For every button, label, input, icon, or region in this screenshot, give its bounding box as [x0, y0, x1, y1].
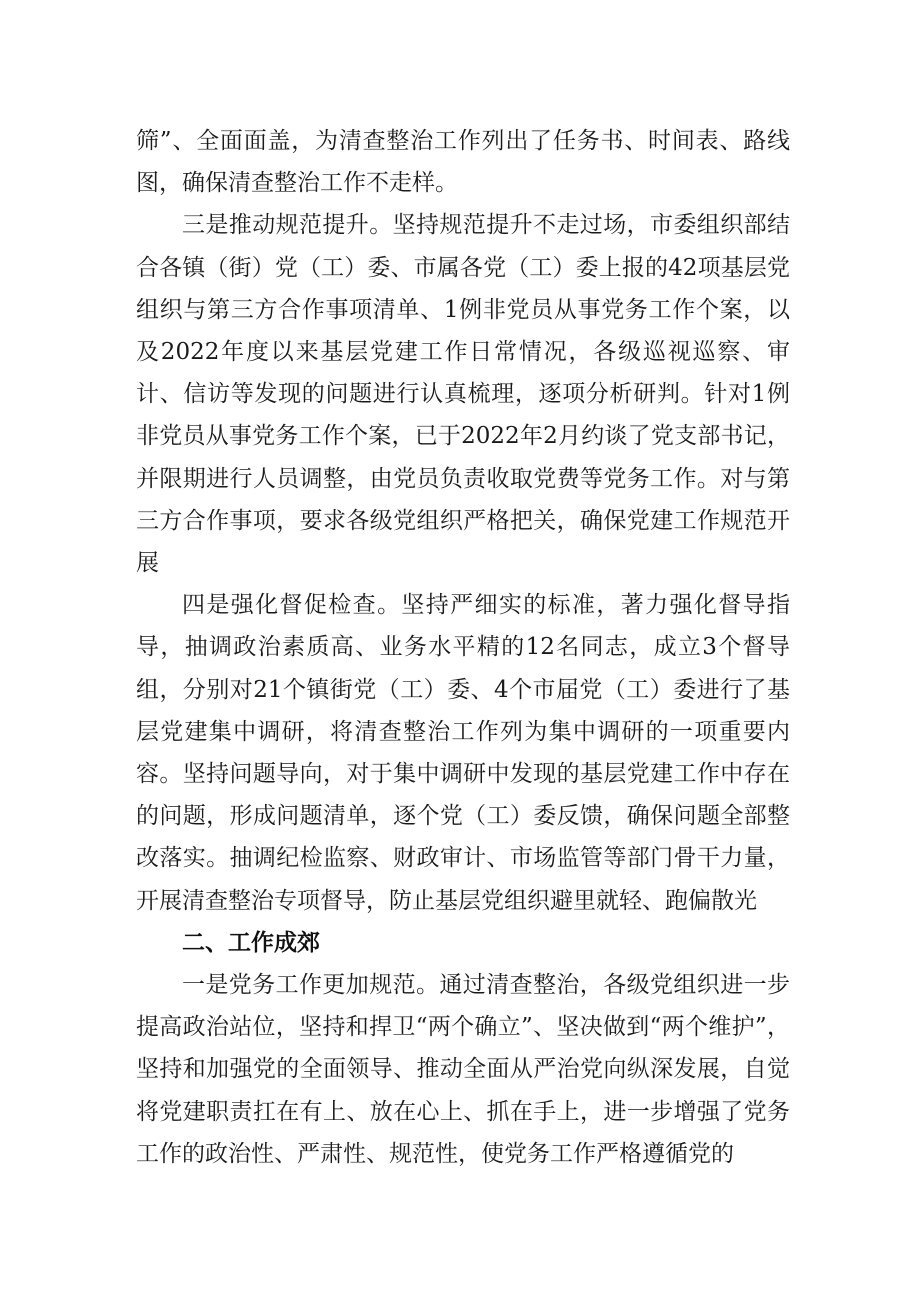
paragraph-standardization: 三是推动规范提升。坚持规范提升不走过场，市委组织部结合各镇（街）党（工）委、市属各党（工）委上报的42项基层党组织与第三方合作事项清单、1例非党员从事党务工作个案，以及2022年度以来基层党建工作日常情况，各级巡视巡察、审计、信访等发现的问题进行认真梳理，逐项分析研判。针对1例非党员从事党务工作个案，已于2022年2月约谈了党支部书记，并限期进行人员调整，由党员负责收取党费等党务工作。对与第三方合作事项，要求各级党组织严格把关，确保党建工作规范开展	[136, 212, 790, 577]
paragraph-continuation: 筛”、全面面盖，为清查整治工作列出了任务书、时间表、路线图，确保清查整治工作不走样。	[136, 128, 790, 197]
document-body	[136, 120, 790, 1175]
paragraph-party-affairs: 一是党务工作更加规范。通过清查整治，各级党组织进一步提高政治站位，坚持和捍卫“两个确立”、坚决做到“两个维护”，坚持和加强党的全面领导、推动全面从严治党向纵深发展，自觉将党建职责扛在有上、放在心上、抓在手上，进一步增强了党务工作的政治性、严肃性、规范性，使党务工作严格遵循党的	[136, 972, 790, 1167]
section-heading-results: 二、工作成郊	[182, 929, 320, 956]
paragraph-supervision: 四是强化督促检查。坚持严细实的标准，著力强化督导指导，抽调政治素质高、业务水平精的12名同志，成立3个督导组，分别对21个镇街党（工）委、4个市届党（工）委进行了基层党建集中调研，将清查整治工作列为集中调研的一项重要内容。坚持问题导向，对于集中调研中发现的基层党建工作中存在的问题，形成问题清单，逐个党（工）委反馈，确保问题全部整改落实。抽调纪检监察、财政审计、市场监管等部门骨干力量，开展清查整治专项督导，防止基层党组织避里就轻、跑偏散光	[136, 592, 790, 914]
